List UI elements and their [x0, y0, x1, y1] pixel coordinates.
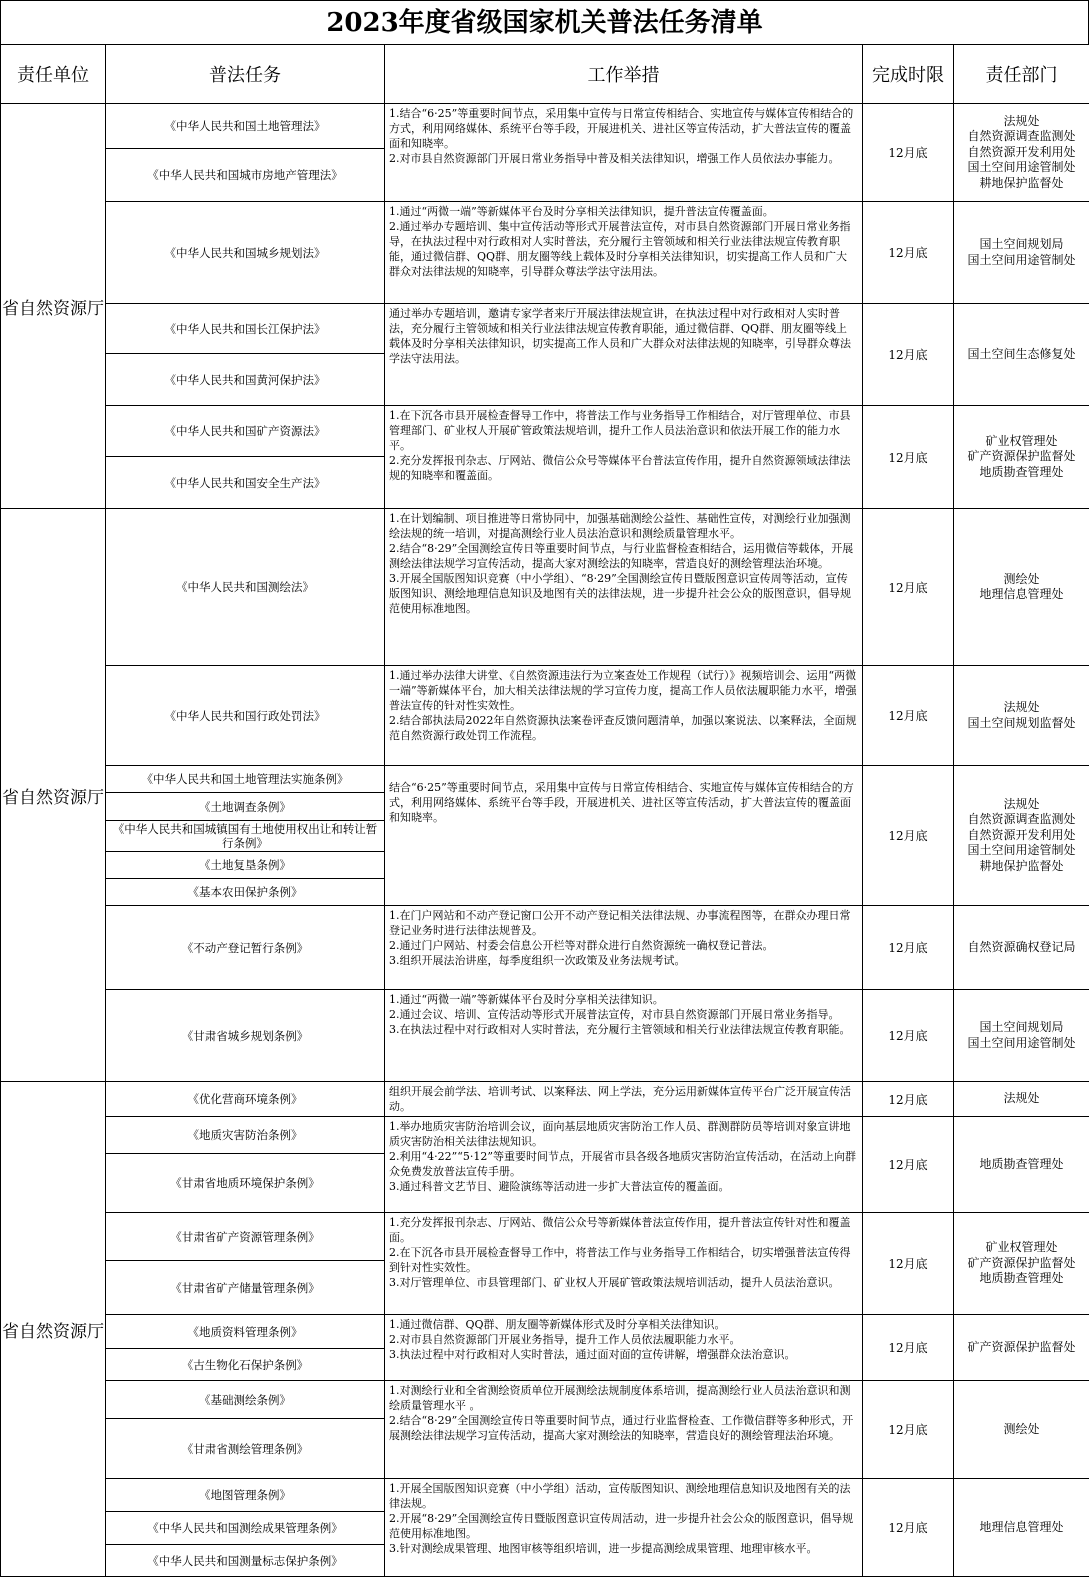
dept-list: 法规处 自然资源调查监测处 自然资源开发利用处 国土空间用途管制处 耕地保护监督处 — [954, 766, 1089, 906]
law-name: 《土地复垦条例》 — [106, 852, 385, 879]
law-name: 《不动产登记暂行条例》 — [106, 906, 385, 990]
measure-text: 1.通过举办法律大讲堂、《自然资源违法行为立案查处工作规程（试行）》视频培训会、运用“两微一端”等新媒体平台，加大相关法律法规的学习宣传力度，提高工作人员依法履职能力水平，增强普法宣传的针对性实效性。 2.结合部执法局2022年自然资源执法案卷评查反馈问题清单，加强以案说法、以案释法，全面规范自然资源行政处罚工作流程。 — [385, 666, 863, 766]
header-deadline: 完成时限 — [863, 45, 954, 104]
measure-text: 1.通过微信群、QQ群、朋友圈等新媒体形式及时分享相关法律知识。 2.对市县自然资源部门开展业务指导，提升工作人员依法履职能力水平。 3.执法过程中对行政相对人实时普法，通过面对面的宣传讲解，增强群众法治意识。 — [385, 1315, 863, 1381]
law-name: 《中华人民共和国测量标志保护条例》 — [106, 1545, 385, 1577]
deadline: 12月底 — [863, 1381, 954, 1479]
law-name: 《土地调查条例》 — [106, 793, 385, 821]
responsible-unit: 省自然资源厅 — [1, 1082, 106, 1577]
dept-list: 矿产资源保护监督处 — [954, 1315, 1089, 1381]
measure-text: 1.通过“两微一端”等新媒体平台及时分享相关法律知识，提升普法宣传覆盖面。 2.通过举办专题培训、集中宣传活动等形式开展普法宣传，对市县自然资源部门开展日常业务指导，在执法过程中对行政相对人实时普法，充分履行主管领域和相关行业法律法规宣传教育职能，通过微信群、QQ群、朋友圈等线上载体及时分享相关法律知识，切实提高工作人员和广大群众对法律法规的知晓率，引导群众尊法学法守法用法。 — [385, 202, 863, 304]
law-name: 《中华人民共和国城乡规划法》 — [106, 202, 385, 304]
table-row — [1, 104, 1089, 149]
law-name: 《中华人民共和国行政处罚法》 — [106, 666, 385, 766]
measure-text: 1.在门户网站和不动产登记窗口公开不动产登记相关法律法规、办事流程图等，在群众办理日常登记业务时进行法律法规普及。 2.通过门户网站、村委会信息公开栏等对群众进行自然资源统一确权登记普法。 3.组织开展法治讲座，每季度组织一次政策及业务法规考试。 — [385, 906, 863, 990]
table-row — [1, 1381, 1089, 1419]
measure-text: 1.通过“两微一端”等新媒体平台及时分享相关法律知识。 2.通过会议、培训、宣传活动等形式开展普法宣传，对市县自然资源部门开展日常业务指导。 3.在执法过程中对行政相对人实时普法，充分履行主管领域和相关行业法律法规宣传教育职能。 — [385, 990, 863, 1082]
responsible-unit: 省自然资源厅 — [1, 509, 106, 1082]
table-row — [1, 509, 1089, 666]
law-name: 《中华人民共和国城市房地产管理法》 — [106, 149, 385, 202]
header-row — [1, 45, 1089, 104]
page-title: 2023年度省级国家机关普法任务清单 — [0, 0, 1089, 44]
measure-text: 1.举办地质灾害防治培训会议，面向基层地质灾害防治工作人员、群测群防员等培训对象宣讲地质灾害防治相关法律法规知识。 2.利用“4·22”“5·12”等重要时间节点，开展省市县各级各地质灾害防治宣传活动，在活动上向群众免费发放普法宣传手册。 3.通过科普文艺节目、避险演练等活动进一步扩大普法宣传的覆盖面。 — [385, 1117, 863, 1213]
law-name: 《甘肃省地质环境保护条例》 — [106, 1154, 385, 1213]
deadline: 12月底 — [863, 104, 954, 202]
table-row — [1, 406, 1089, 457]
header-unit: 责任单位 — [1, 45, 106, 104]
law-name: 《古生物化石保护条例》 — [106, 1349, 385, 1381]
table-row — [1, 202, 1089, 304]
measure-text: 1.结合“6·25”等重要时间节点，采用集中宣传与日常宣传相结合、实地宣传与媒体宣传相结合的方式，利用网络媒体、系统平台等手段，开展进机关、进社区等宣传活动，扩大普法宣传的覆盖面和知晓率。 2.对市县自然资源部门开展日常业务指导中普及相关法律知识，增强工作人员依法办事能力。 — [385, 104, 863, 202]
measure-text: 组织开展会前学法、培训考试、以案释法、网上学法，充分运用新媒体宣传平台广泛开展宣传活动。 — [385, 1082, 863, 1117]
law-name: 《地质资料管理条例》 — [106, 1315, 385, 1349]
law-name: 《中华人民共和国黄河保护法》 — [106, 354, 385, 406]
dept-list: 自然资源确权登记局 — [954, 906, 1089, 990]
header-dept: 责任部门 — [954, 45, 1089, 104]
table-row — [1, 666, 1089, 766]
dept-list: 地质勘查管理处 — [954, 1117, 1089, 1213]
law-name: 《中华人民共和国长江保护法》 — [106, 304, 385, 354]
deadline: 12月底 — [863, 1213, 954, 1315]
dept-list: 国土空间生态修复处 — [954, 304, 1089, 406]
law-name: 《中华人民共和国矿产资源法》 — [106, 406, 385, 457]
measure-text: 1.在下沉各市县开展检查督导工作中，将普法工作与业务指导工作相结合，对厅管理单位、市县管理部门、矿业权人开展矿管政策法规培训，提升工作人员法治意识和依法开展工作的能力水平。 2.充分发挥报刊杂志、厅网站、微信公众号等媒体平台普法宣传作用，提升自然资源领域法律法规的知晓率和覆盖面。 — [385, 406, 863, 509]
table-row — [1, 906, 1089, 990]
measure-text: 1.对测绘行业和全省测绘资质单位开展测绘法规制度体系培训，提高测绘行业人员法治意识和测绘质量管理水平 。 2.结合“8·29”全国测绘宣传日等重要时间节点，通过行业监督检查、工作微信群等多种形式，开展测绘法律法规学习宣传活动，提高大家对测绘法的知晓率，营造良好的测绘管理法治环境。 — [385, 1381, 863, 1479]
measure-text: 1.开展全国版图知识竞赛（中小学组）活动，宣传版图知识、测绘地理信息知识及地图有关的法律法规。 2.开展“8·29”全国测绘宣传日暨版图意识宣传周活动，进一步提升社会公众的版图意识，倡导规范使用标准地图。 3.针对测绘成果管理、地图审核等组织培训，进一步提高测绘成果管理、地理审核水平。 — [385, 1479, 863, 1577]
law-name: 《甘肃省测绘管理条例》 — [106, 1419, 385, 1479]
law-name: 《地图管理条例》 — [106, 1479, 385, 1512]
law-name: 《基础测绘条例》 — [106, 1381, 385, 1419]
dept-list: 测绘处 — [954, 1381, 1089, 1479]
header-task: 普法任务 — [106, 45, 385, 104]
law-name: 《中华人民共和国安全生产法》 — [106, 457, 385, 509]
dept-list: 法规处 自然资源调查监测处 自然资源开发利用处 国土空间用途管制处 耕地保护监督处 — [954, 104, 1089, 202]
law-name: 《甘肃省矿产储量管理条例》 — [106, 1261, 385, 1315]
task-table — [0, 44, 1089, 1577]
law-name: 《中华人民共和国测绘法》 — [106, 509, 385, 666]
dept-list: 法规处 — [954, 1082, 1089, 1117]
dept-list: 国土空间规划局 国土空间用途管制处 — [954, 990, 1089, 1082]
table-row — [1, 1213, 1089, 1261]
table-row — [1, 990, 1089, 1082]
dept-list: 地理信息管理处 — [954, 1479, 1089, 1577]
law-name: 《优化营商环境条例》 — [106, 1082, 385, 1117]
law-name: 《甘肃省城乡规划条例》 — [106, 990, 385, 1082]
measure-text: 1.充分发挥报刊杂志、厅网站、微信公众号等新媒体普法宣传作用，提升普法宣传针对性和覆盖面。 2.在下沉各市县开展检查督导工作中，将普法工作与业务指导工作相结合，切实增强普法宣传得到针对性实效性。 3.对厅管理单位、市县管理部门、矿业权人开展矿管政策法规培训活动，提升人员法治意识。 — [385, 1213, 863, 1315]
table-row — [1, 1082, 1089, 1117]
table-row — [1, 1479, 1089, 1512]
deadline: 12月底 — [863, 906, 954, 990]
dept-list: 测绘处 地理信息管理处 — [954, 509, 1089, 666]
deadline: 12月底 — [863, 202, 954, 304]
deadline: 12月底 — [863, 666, 954, 766]
law-name: 《甘肃省矿产资源管理条例》 — [106, 1213, 385, 1261]
measure-text: 1.在计划编制、项目推进等日常协同中，加强基础测绘公益性、基础性宣传，对测绘行业加强测绘法规的统一培训，对提高测绘行业人员法治意识和测绘质量管理水平。 2.结合“8·29”全国测绘宣传日等重要时间节点，与行业监督检查相结合，运用微信等载体，开展测绘法律法规学习宣传活动，提高大家对测绘法的知晓率，营造良好的测绘管理法治环境。 3.开展全国版图知识竞赛（中小学组）、“8·29”全国测绘宣传日暨版图意识宣传周等活动，宣传版图知识、测绘地理信息知识及地图有关的法律法规，进一步提升社会公众的版图意识，倡导规范使用标准地图。 — [385, 509, 863, 666]
deadline: 12月底 — [863, 1117, 954, 1213]
law-name: 《中华人民共和国测绘成果管理条例》 — [106, 1512, 385, 1545]
law-name: 《基本农田保护条例》 — [106, 879, 385, 906]
responsible-unit: 省自然资源厅 — [1, 104, 106, 509]
dept-list: 国土空间规划局 国土空间用途管制处 — [954, 202, 1089, 304]
deadline: 12月底 — [863, 1315, 954, 1381]
table-row — [1, 304, 1089, 354]
dept-list: 矿业权管理处 矿产资源保护监督处 地质勘查管理处 — [954, 406, 1089, 509]
deadline: 12月底 — [863, 304, 954, 406]
table-row — [1, 766, 1089, 793]
dept-list: 法规处 国土空间规划监督处 — [954, 666, 1089, 766]
law-name: 《地质灾害防治条例》 — [106, 1117, 385, 1154]
deadline: 12月底 — [863, 766, 954, 906]
deadline: 12月底 — [863, 990, 954, 1082]
header-measure: 工作举措 — [385, 45, 863, 104]
measure-text: 通过举办专题培训，邀请专家学者来厅开展法律法规宣讲，在执法过程中对行政相对人实时普法，充分履行主管领域和相关行业法律法规宣传教育职能，通过微信群、QQ群、朋友圈等线上载体及时分享相关法律知识，切实提高工作人员和广大群众对法律法规的知晓率，引导群众尊法学法守法用法。 — [385, 304, 863, 406]
law-name: 《中华人民共和国土地管理法》 — [106, 104, 385, 149]
deadline: 12月底 — [863, 406, 954, 509]
table-row — [1, 1117, 1089, 1154]
measure-text: 结合“6·25”等重要时间节点，采用集中宣传与日常宣传相结合、实地宣传与媒体宣传相结合的方式，利用网络媒体、系统平台等手段，开展进机关、进社区等宣传活动，扩大普法宣传的覆盖面和知晓率。 — [385, 766, 863, 906]
dept-list: 矿业权管理处 矿产资源保护监督处 地质勘查管理处 — [954, 1213, 1089, 1315]
law-name: 《中华人民共和国土地管理法实施条例》 — [106, 766, 385, 793]
law-name: 《中华人民共和国城镇国有土地使用权出让和转让暂行条例》 — [106, 821, 385, 852]
deadline: 12月底 — [863, 509, 954, 666]
deadline: 12月底 — [863, 1479, 954, 1577]
table-row — [1, 1315, 1089, 1349]
deadline: 12月底 — [863, 1082, 954, 1117]
